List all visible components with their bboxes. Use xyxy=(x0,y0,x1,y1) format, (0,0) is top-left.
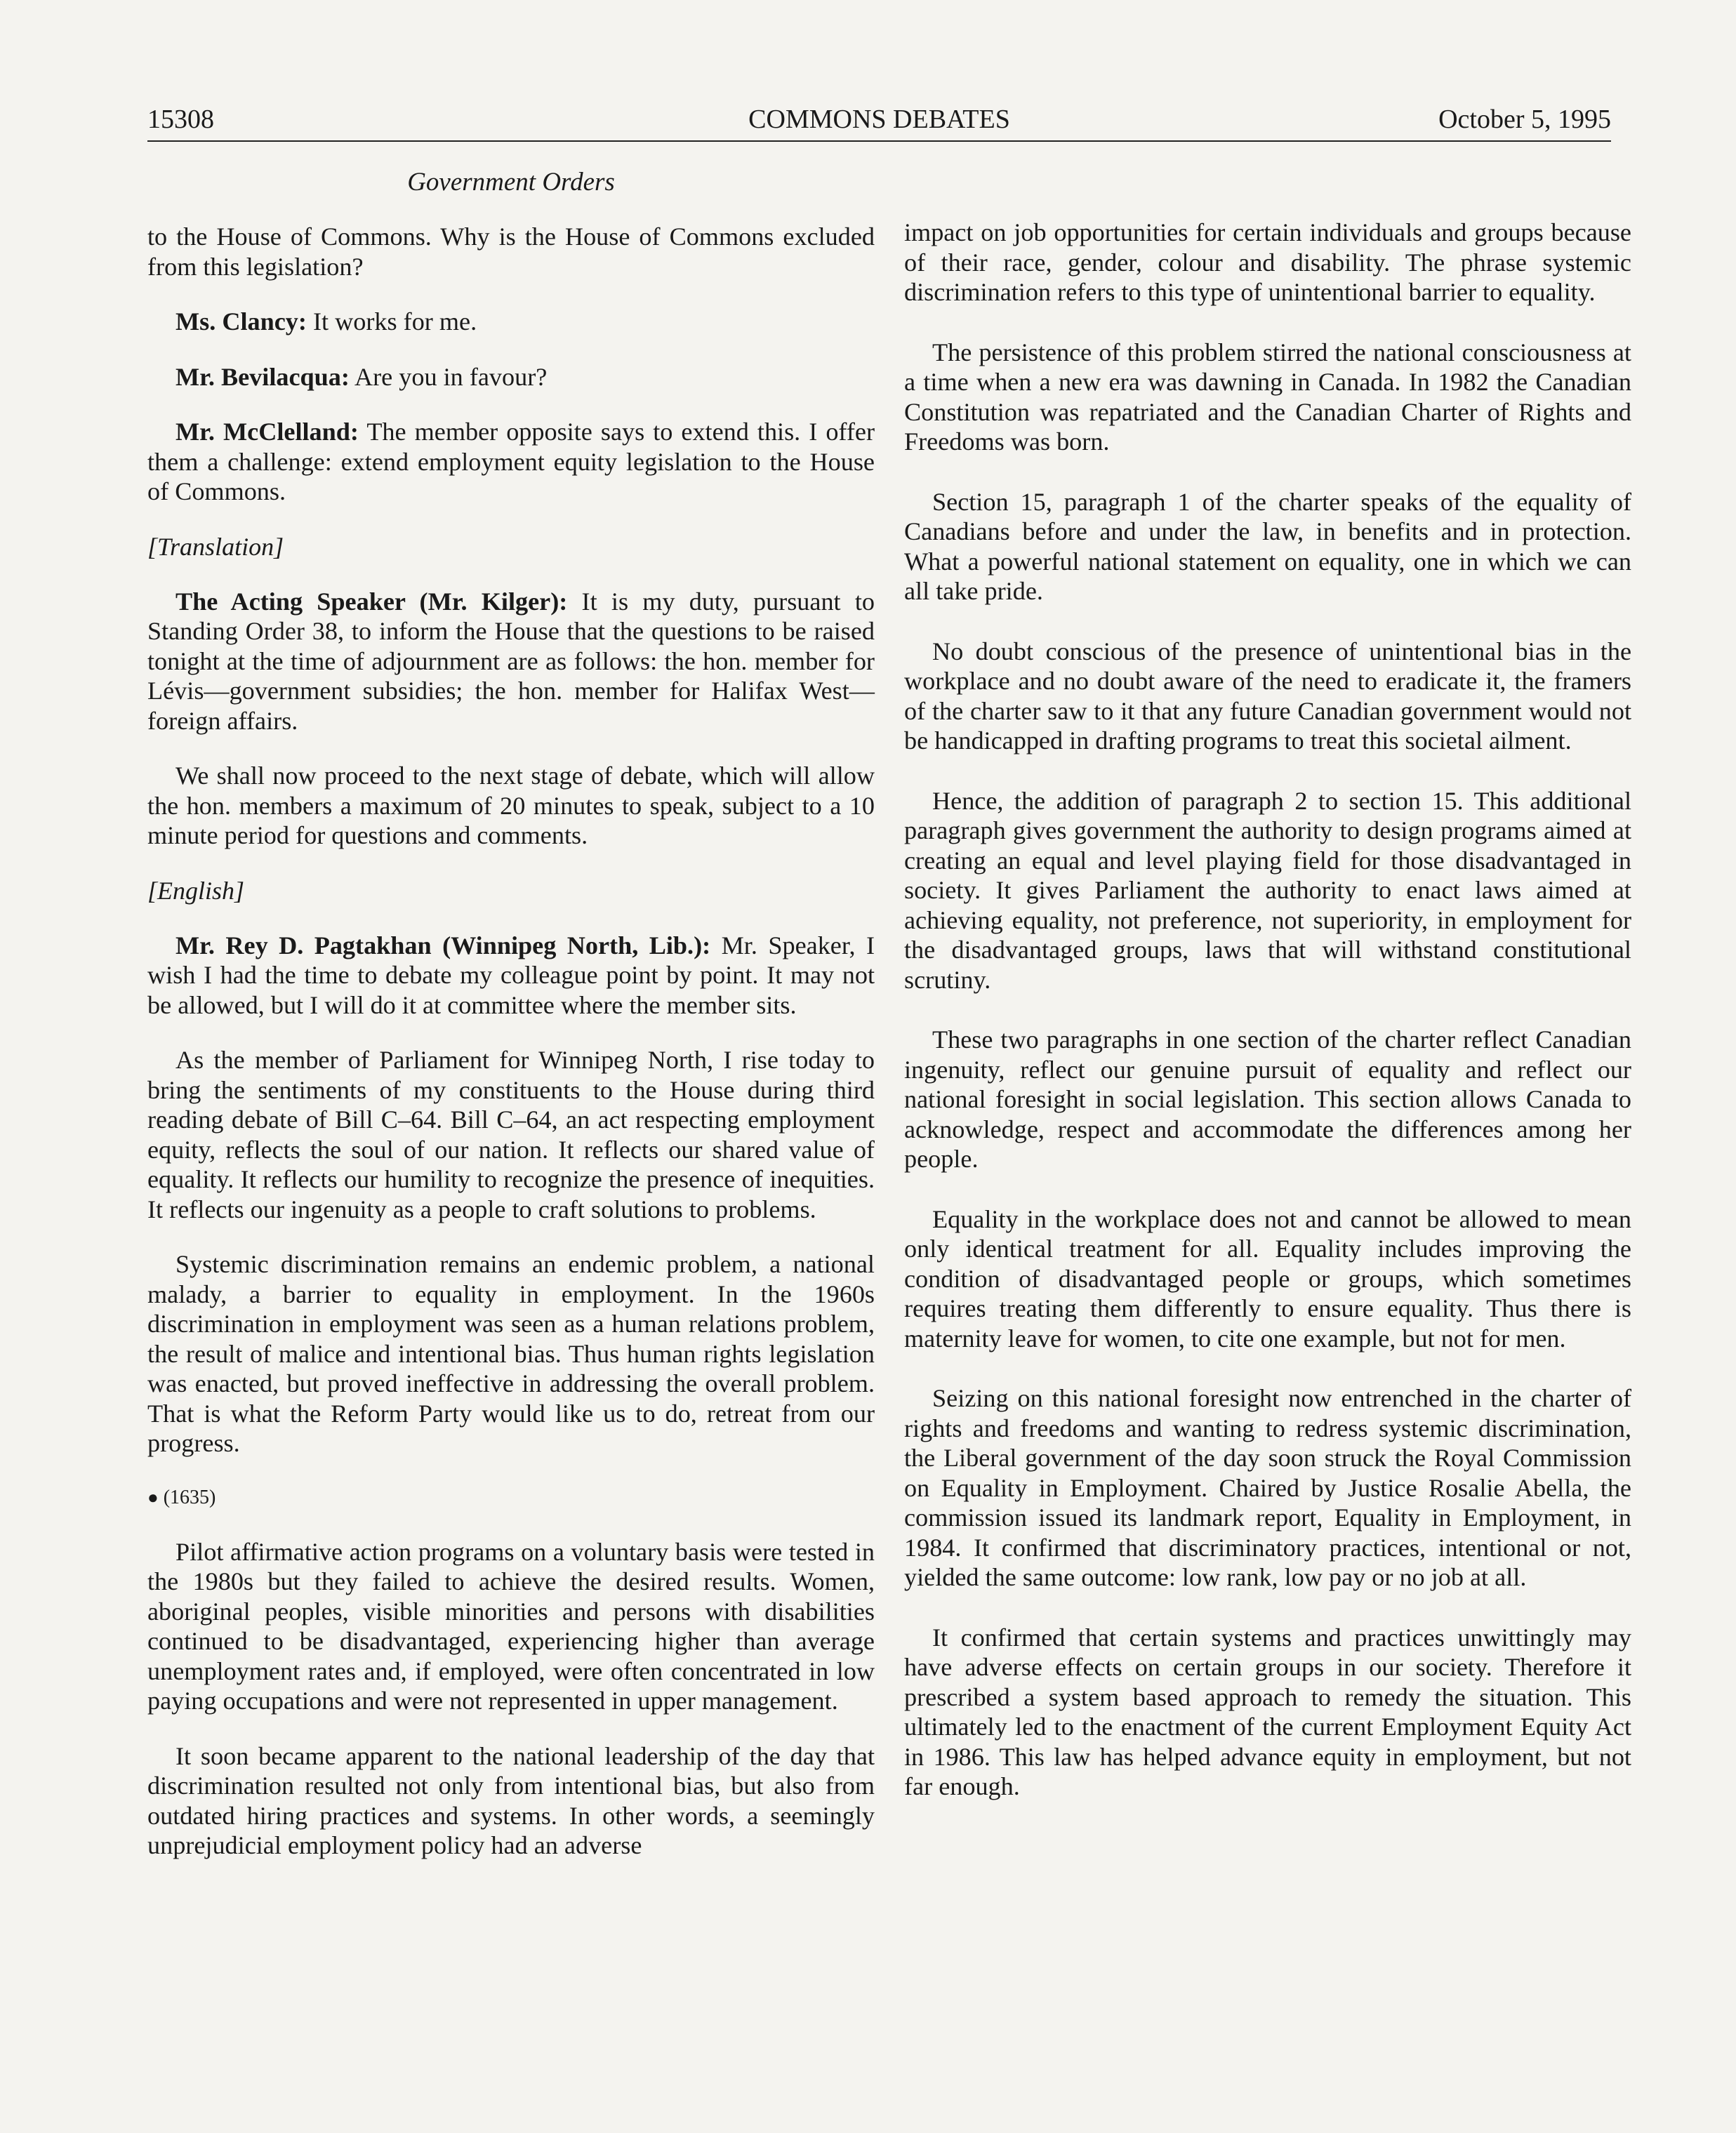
paragraph: Pilot affirmative action programs on a voluntary basis were tested in the 1980s but they failed to achieve the desired results. Women, aboriginal peoples, visible minorities and persons with disabilities continued to be disadvantaged, experiencing higher than average unemployment rates and, if employed, were often concentrated in low paying occupations and were not represented in upper management. xyxy=(147,1537,875,1715)
language-note: [Translation] xyxy=(147,532,284,561)
speech-paragraph: Mr. McClelland: The member opposite says to extend this. I offer them a challenge: extend employment equity legislation to the House of Commons. xyxy=(147,418,875,505)
speech-paragraph: Ms. Clancy: It works for me. xyxy=(175,307,477,335)
time-stamp: ● (1635) xyxy=(147,1486,216,1508)
paragraph: No doubt conscious of the presence of unintentional bias in the workplace and no doubt aware of the need to eradicate it, the framers of the charter saw to it that any future Canadian government would not be handicapped in drafting programs to treat this societal ailment. xyxy=(904,637,1631,755)
speech-paragraph: The Acting Speaker (Mr. Kilger): It is my duty, pursuant to Standing Order 38, to inform the House that the questions to be raised tonight at the time of adjournment are as follows: the hon. member for Lévis—government subsidies; the hon. member for Halifax West—foreign affairs. xyxy=(147,587,875,735)
speaker-name: Ms. Clancy: xyxy=(175,307,307,335)
paragraph: impact on job opportunities for certain individuals and groups because of their race, gender, colour and disability. The phrase systemic discrimination refers to this type of unintentional barrier to equality. xyxy=(904,218,1631,306)
issue-date: October 5, 1995 xyxy=(1438,105,1611,134)
paragraph: It soon became apparent to the national leadership of the day that discrimination resulted not only from intentional bias, but also from outdated hiring practices and systems. In other words, a seemingly unprejudicial employment policy had an adverse xyxy=(147,1741,875,1859)
paragraph: These two paragraphs in one section of the charter reflect Canadian ingenuity, reflect our genuine pursuit of equality and reflect our national foresight in social legislation. This section allows Canada to acknowledge, respect and accommodate the differences among her people. xyxy=(904,1025,1631,1173)
running-header xyxy=(147,98,1611,142)
speaker-name: Mr. Bevilacqua: xyxy=(175,362,350,391)
journal-title: COMMONS DEBATES xyxy=(748,105,1010,134)
paragraph: Seizing on this national foresight now entrenched in the charter of rights and freedoms and wanting to redress systemic discrimination, the Liberal government of the day soon struck the Royal Commission on Equality in Employment. Chaired by Justice Rosalie Abella, the commission issued its landmark report, Equality in Employment, in 1984. It confirmed that discriminatory practices, intentional or not, yielded the same outcome: low rank, low pay or no job at all. xyxy=(904,1384,1631,1591)
bullet-icon: ● xyxy=(147,1487,159,1508)
language-note: [English] xyxy=(147,876,245,905)
speech-paragraph: Mr. Bevilacqua: Are you in favour? xyxy=(175,362,548,391)
paragraph: Hence, the addition of paragraph 2 to section 15. This additional paragraph gives government the authority to design programs aimed at creating an equal and level playing field for those disadvantaged in society. It gives Parliament the authority to enact laws aimed at achieving equality, not preference, not superiority, in employment for the disadvantaged groups, laws that will withstand constitutional scrutiny. xyxy=(904,786,1631,994)
speaker-name: Mr. McClelland: xyxy=(175,418,359,446)
document-page xyxy=(147,98,1631,1859)
speaker-name: The Acting Speaker (Mr. Kilger): xyxy=(175,587,568,616)
paragraph: Systemic discrimination remains an endemic problem, a national malady, a barrier to equality in employment. In the 1960s discrimination in employment was seen as a human relations problem, the result of malice and intentional bias. Thus human rights legislation was enacted, but proved ineffective in addressing the overall problem. That is what the Reform Party would like us to do, retreat from our progress. xyxy=(147,1250,875,1457)
paragraph: We shall now proceed to the next stage of debate, which will allow the hon. members a maximum of 20 minutes to speak, subject to a 10 minute period for questions and comments. xyxy=(147,762,875,849)
paragraph: to the House of Commons. Why is the House of Commons excluded from this legislation? xyxy=(147,222,875,281)
left-column xyxy=(147,222,875,1886)
paragraph: Equality in the workplace does not and cannot be allowed to mean only identical treatment for all. Equality includes improving the condition of disadvantaged people or groups, which sometimes requires treating them differently to ensure equality. Thus there is maternity leave for women, to cite one example, but not for men. xyxy=(904,1204,1631,1353)
section-title: Government Orders xyxy=(407,168,615,197)
paragraph: The persistence of this problem stirred the national consciousness at a time when a new era was dawning in Canada. In 1982 the Canadian Constitution was repatriated and the Canadian Charter of Rights and Freedoms was born. xyxy=(904,338,1631,456)
paragraph: As the member of Parliament for Winnipeg North, I rise today to bring the sentiments of my constituents to the House during third reading debate of Bill C–64. Bill C–64, an act respecting employment equity, reflects the soul of our nation. It reflects our shared value of equality. It reflects our humility to recognize the presence of inequities. It reflects our ingenuity as a people to craft solutions to problems. xyxy=(147,1046,875,1223)
right-column xyxy=(904,218,1631,1832)
speaker-name: Mr. Rey D. Pagtakhan (Winnipeg North, Lib.): xyxy=(175,931,711,959)
paragraph: Section 15, paragraph 1 of the charter speaks of the equality of Canadians before and under the law, in benefits and in protection. What a powerful national statement on equality, one in which we can all take pride. xyxy=(904,487,1631,605)
paragraph: It confirmed that certain systems and practices unwittingly may have adverse effects on certain groups in our society. Therefore it prescribed a system based approach to remedy the situation. This ultimately led to the enactment of the current Employment Equity Act in 1986. This law has helped advance equity in employment, but not far enough. xyxy=(904,1623,1631,1800)
speech-paragraph: Mr. Rey D. Pagtakhan (Winnipeg North, Lib.): Mr. Speaker, I wish I had the time to debate my colleague point by point. It may not be allowed, but I will do it at committee where the member sits. xyxy=(147,931,875,1019)
page-number: 15308 xyxy=(147,105,214,134)
